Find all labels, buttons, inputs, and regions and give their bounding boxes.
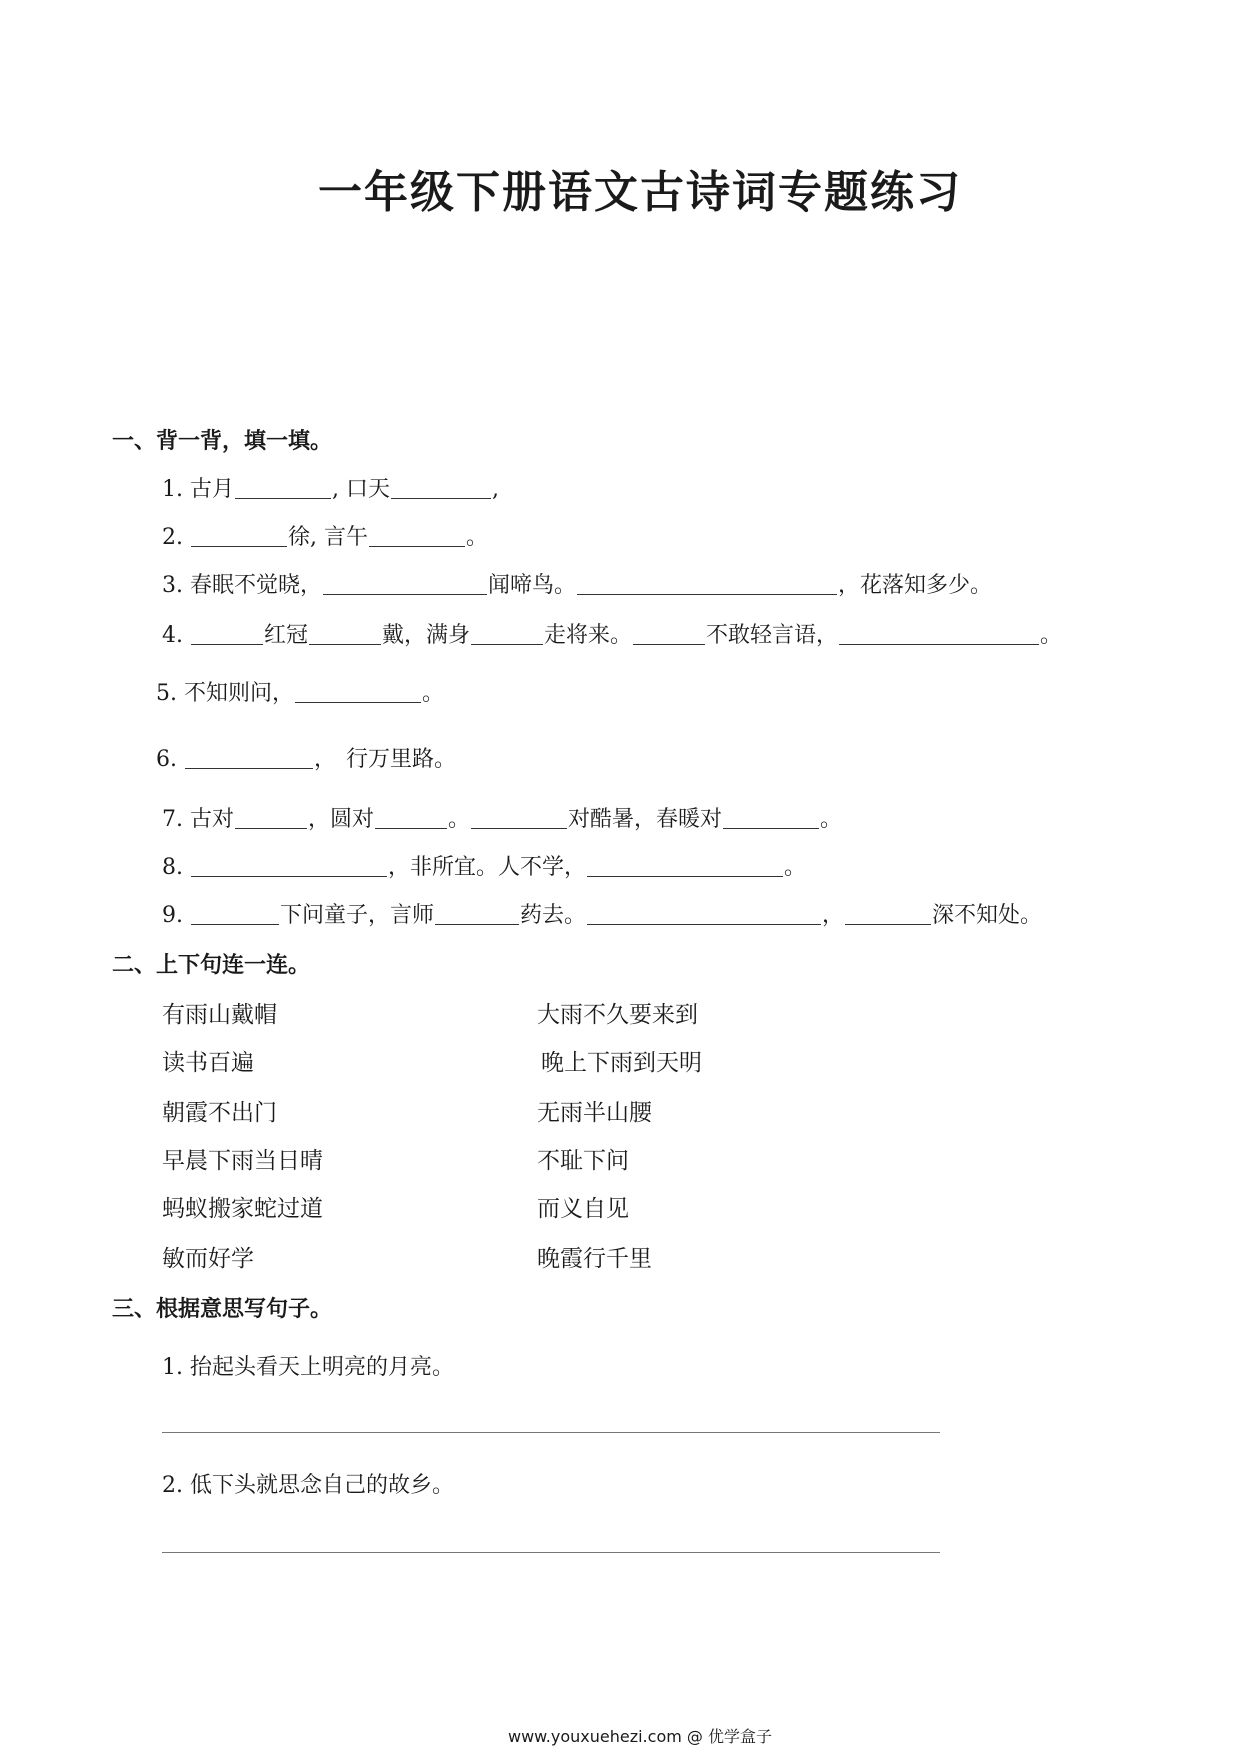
- q5-text-b: 。: [421, 681, 444, 706]
- fill-blank[interactable]: [587, 854, 783, 877]
- sentence-prompt-2: 2. 低下头就思念自己的故乡。: [162, 1473, 454, 1498]
- q4-text-b: 红冠: [263, 623, 308, 648]
- question-6: [156, 742, 456, 773]
- match-left-item[interactable]: 蚂蚁搬家蛇过道: [162, 1196, 323, 1222]
- q3-text-a: 3. 春眠不觉晓，: [162, 573, 322, 598]
- question-1: [162, 472, 499, 503]
- fill-blank[interactable]: [723, 806, 819, 829]
- q3-text-c: ，花落知多少。: [838, 573, 993, 598]
- q5-text-a: 5. 不知则问，: [156, 681, 294, 706]
- q1-text-b: , 口天: [331, 477, 390, 502]
- q9-text-a: 9.: [162, 903, 190, 928]
- fill-blank[interactable]: [235, 806, 307, 829]
- match-right-item[interactable]: 晚上下雨到天明: [541, 1050, 702, 1076]
- fill-blank[interactable]: [839, 622, 1039, 645]
- q2-text-b: 徐, 言午: [287, 525, 368, 550]
- match-right-item[interactable]: 而义自见: [537, 1196, 629, 1222]
- fill-blank[interactable]: [235, 476, 331, 499]
- question-2: [162, 520, 488, 551]
- q1-text-a: 1. 古月: [162, 477, 234, 502]
- q6-text-a: 6.: [156, 747, 184, 772]
- match-left-item[interactable]: 朝霞不出门: [162, 1100, 277, 1126]
- fill-blank[interactable]: [191, 524, 287, 547]
- q8-text-a: 8.: [162, 855, 190, 880]
- match-left-item[interactable]: 早晨下雨当日晴: [162, 1148, 323, 1174]
- fill-blank[interactable]: [295, 680, 421, 703]
- q1-text-c: ,: [491, 477, 499, 502]
- q8-text-b: ，非所宜。人不学，: [387, 855, 586, 880]
- fill-blank[interactable]: [587, 902, 821, 925]
- match-right-item[interactable]: 不耻下问: [537, 1148, 629, 1174]
- fill-blank[interactable]: [191, 902, 279, 925]
- fill-blank[interactable]: [633, 622, 705, 645]
- q2-text-a: 2.: [162, 525, 190, 550]
- fill-blank[interactable]: [369, 524, 465, 547]
- q7-text-d: 对酷暑，春暖对: [568, 807, 723, 832]
- page-title: 一年级下册语文古诗词专题练习: [318, 167, 962, 218]
- q7-text-a: 7. 古对: [162, 807, 234, 832]
- q7-text-e: 。: [820, 807, 843, 832]
- match-left-item[interactable]: 有雨山戴帽: [162, 1002, 277, 1028]
- fill-blank[interactable]: [185, 746, 313, 769]
- question-5: [156, 676, 444, 707]
- fill-blank[interactable]: [375, 806, 447, 829]
- match-right-item[interactable]: 无雨半山腰: [537, 1100, 652, 1126]
- q6-text-c: 行万里路。: [346, 747, 457, 772]
- fill-blank[interactable]: [471, 806, 567, 829]
- fill-blank[interactable]: [845, 902, 931, 925]
- match-left-item[interactable]: 敏而好学: [162, 1246, 254, 1272]
- q9-text-c: 药去。: [520, 903, 587, 928]
- q9-text-e: 深不知处。: [932, 903, 1043, 928]
- fill-blank[interactable]: [577, 572, 837, 595]
- sentence-prompt-1: 1. 抬起头看天上明亮的月亮。: [162, 1355, 454, 1380]
- fill-blank[interactable]: [391, 476, 491, 499]
- fill-blank[interactable]: [435, 902, 519, 925]
- section1-heading: 一、背一背，填一填。: [112, 429, 333, 454]
- match-left-item[interactable]: 读书百遍: [162, 1050, 254, 1076]
- q9-text-b: 下问童子，言师: [279, 903, 434, 928]
- match-right-item[interactable]: 晚霞行千里: [537, 1246, 652, 1272]
- fill-blank[interactable]: [471, 622, 543, 645]
- question-9: [162, 898, 1042, 929]
- match-right-item[interactable]: 大雨不久要来到: [537, 1002, 698, 1028]
- section3-heading: 三、根据意思写句子。: [112, 1297, 333, 1322]
- q9-text-d: ，: [822, 903, 845, 928]
- q4-text-d: 走将来。: [544, 623, 633, 648]
- question-3: [162, 568, 992, 599]
- section2-heading: 二、上下句连一连。: [112, 953, 311, 978]
- answer-line-1[interactable]: [162, 1432, 940, 1433]
- q7-text-c: 。: [448, 807, 471, 832]
- question-4: [162, 618, 1062, 649]
- question-7: [162, 802, 842, 833]
- q7-text-b: ，圆对: [307, 807, 374, 832]
- q4-text-f: 。: [1040, 623, 1063, 648]
- footer-watermark: www.youxuehezi.com @ 优学盒子: [508, 1727, 772, 1746]
- question-8: [162, 850, 806, 881]
- fill-blank[interactable]: [191, 854, 387, 877]
- q4-text-a: 4.: [162, 623, 190, 648]
- fill-blank[interactable]: [323, 572, 487, 595]
- fill-blank[interactable]: [191, 622, 263, 645]
- q3-text-b: 闻啼鸟。: [487, 573, 576, 598]
- q4-text-e: 不敢轻言语，: [706, 623, 839, 648]
- q2-text-c: 。: [465, 525, 488, 550]
- q8-text-c: 。: [784, 855, 807, 880]
- answer-line-2[interactable]: [162, 1552, 940, 1553]
- fill-blank[interactable]: [309, 622, 381, 645]
- q4-text-c: 戴，满身: [382, 623, 471, 648]
- q6-text-b: ，: [313, 747, 336, 772]
